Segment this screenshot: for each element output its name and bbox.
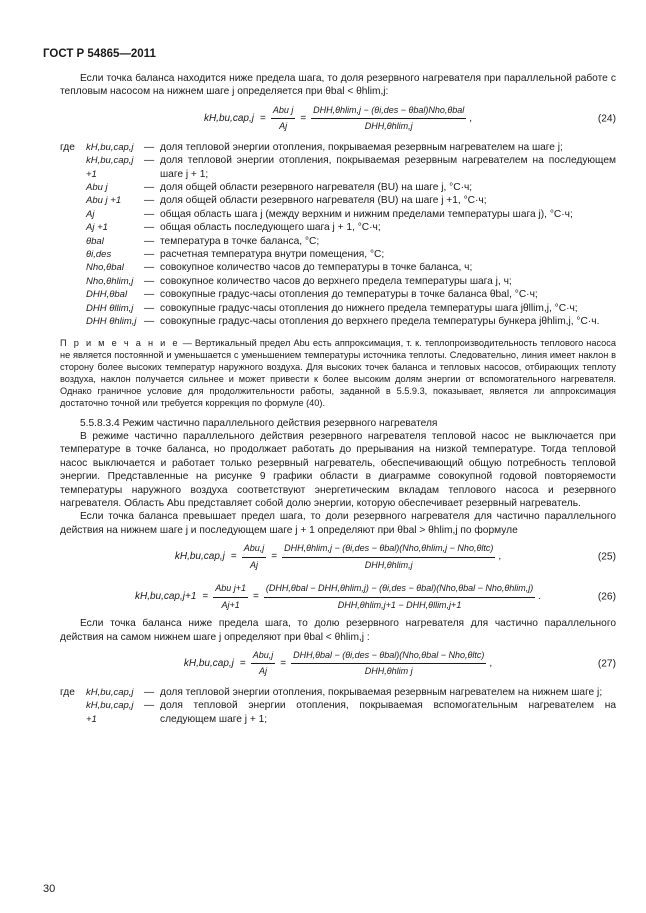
definition-symbol: Abu j +1 [86,195,122,207]
formula-25-fraction-2 [282,542,495,572]
note-text: — Вертикальный предел Abu есть аппроксимация, т. к. теплопроизводительность теплового насоса не является постоянной и уменьшается с уменьшением температуры источника теплоты. Следовательно, линия имеет наклон в сторону более высоких температур наружного воздуха. Для высоких точек баланса и тепловых насосов, отбирающих теплоту воздуха, наклон получается сильнее и может привести к более высоким долям энергии от вспомогательного нагревателя. Однако граничное условие для продолжительности работы, заданной в 5.5.9.3, показывает, является ли аппроксимация достаточно точной или требуется коррекция по формуле (40). [60,337,616,408]
formula-25-tail: , [498,551,502,563]
formula-24-fraction-1 [271,104,296,134]
formula-27-fraction-2 [291,649,486,679]
dash: — [144,289,155,301]
definition-row [60,181,616,194]
formula-27-f2-denominator: DHH,θhlim j [364,666,413,677]
dash: — [144,141,155,153]
formula-26-fraction-1 [213,582,248,612]
definition-text: температура в точке баланса, °С; [160,235,320,247]
definition-text: расчетная температура внутри помещения, °С; [160,249,385,261]
equals-sign: = [202,591,209,603]
formula-24-f2-numerator: DHH,θhlim,j − (θi,des − θbal)Nho,θbal [311,104,466,119]
definition-text: совокупные градус-часы отопления до нижнего предела температуры шага jθllim,j, °С·ч; [160,302,578,314]
dash: — [144,316,155,328]
formula-26-fraction-2 [264,582,535,612]
definition-row [60,194,616,207]
formula-24-f1-numerator: Abu j [271,104,296,119]
definition-symbol: Nho,θbal [86,262,124,274]
definition-symbol: DHH,θbal [86,289,128,301]
definition-symbol: DHH θllim,j [86,302,134,314]
formula-25-f1-denominator: Aj [250,559,259,570]
formula-27-tail: , [489,658,493,670]
definition-row [60,302,616,315]
definition-row [60,154,616,181]
gde-label: где [60,686,75,698]
equals-sign: = [239,658,246,670]
dash: — [144,275,155,287]
dash: — [144,686,155,698]
formula-25 [60,537,616,577]
formula-24-f1-denominator: Aj [279,121,288,132]
definition-text: доля тепловой энергии отопления, покрываемая резервным нагревателем на нижнем шаге j; [160,686,603,698]
definition-text: совокупное количество часов до температуры в точке баланса, ч; [160,262,473,274]
dash: — [144,262,155,274]
dash: — [144,249,155,261]
definition-text: доля тепловой энергии отопления, покрываемая вспомогательным нагревателем на следующем шаге j + 1; [160,700,616,725]
paragraph-2: Если точка баланса превышает предел шага, то доли резервного нагревателя для частично параллельного действия на нижнем шаге j и последующем шаге j + 1 определяют при θbal > θhlim,j по формуле [60,511,616,536]
formula-25-f2-denominator: DHH,θhlim,j [364,559,413,570]
formula-24-tail: , [469,113,473,125]
definition-symbol: kH,bu,cap,j [86,141,134,153]
formula-26-tail: . [538,591,542,603]
definition-symbol: Aj [86,208,95,220]
definition-text: доля тепловой энергии отопления, покрываемая резервным нагревателем на последующем шаге j + 1; [160,155,616,180]
note-paragraph [60,337,616,409]
formula-25-f2-numerator: DHH,θhlim,j − (θi,des − θbal)(Nho,θhlim,j − Nho,θltc) [282,542,495,557]
paragraph-3: Если точка баланса ниже предела шага, то долю резервного нагревателя для частично параллельного действия на самом нижнем шаге j определяют при θbal < θhlim,j : [60,618,616,643]
definition-symbol: kH,bu,cap,j [86,686,134,698]
formula-27 [60,644,616,684]
dash: — [144,155,155,167]
standard-header: ГОСТ Р 54865—2011 [43,48,156,60]
formula-26-f2-numerator: (DHH,θbal − DHH,θhlim,j) − (θi,des − θbal)(Nho,θbal − Nho,θhlim,j) [264,582,535,597]
intro-paragraph: Если точка баланса находится ниже предела шага, то доля резервного нагревателя при параллельной работе с тепловым насосом на нижнем шаге j определяется при θbal < θhlim,j: [60,73,616,98]
definition-symbol: Aj +1 [86,222,108,234]
definition-text: общая область последующего шага j + 1, °С·ч; [160,222,381,234]
formula-26-f1-denominator: Aj+1 [221,599,240,610]
definition-text: общая область шага j (между верхним и нижним пределами температуры шага j), °С·ч; [160,208,573,220]
definition-row [60,288,616,301]
definition-text: доля тепловой энергии отопления, покрываемая резервным нагревателем на шаге j; [160,141,563,153]
definition-text: совокупные градус-часы отопления до температуры в точке баланса θbal, °С·ч; [160,289,538,301]
definition-row [60,699,616,726]
definition-symbol: Abu j [86,182,108,194]
formula-24-number: (24) [597,113,616,125]
formula-25-fraction-1 [242,542,267,572]
definition-text: доля общей области резервного нагревателя (BU) на шаге j, °С·ч; [160,182,473,194]
definition-row [60,686,616,699]
definition-text: доля общей области резервного нагревателя (BU) на шаге j +1, °С·ч; [160,195,487,207]
formula-27-f1-denominator: Aj [259,666,268,677]
definition-row [60,221,616,234]
section-title: 5.5.8.3.4 Режим частично параллельного действия резервного нагревателя [80,417,438,429]
note-label: П р и м е ч а н и е [60,337,180,348]
equals-sign: = [271,551,278,563]
definition-row [60,275,616,288]
definition-symbol: θbal [86,235,104,247]
formula-26-f2-denominator: DHH,θhlim,j+1 − DHH,θllim,j+1 [337,599,462,610]
formula-25-f1-numerator: Abu,j [242,542,267,557]
document-body [60,72,616,726]
formula-27-f2-numerator: DHH,θbal − (θi,des − θbal)(Nho,θbal − Nho,θltc) [291,649,486,664]
paragraph-1: В режиме частично параллельного действия резервного нагревателя тепловой насос не выключается при температуре в точке баланса, но продолжает работать до прерывания на низкой температуре. Тогда тепловой насос выключается и работает только резервный нагреватель, обеспечивающий общую потребность тепловой энергии. Представленные на рисунке 9 графики области в диаграмме совокупной годовой повторяемости температуры наружного воздуха соответствуют энергетическим вкладам теплового насоса и резервного нагревателя. Область Abu представляет собой долю энергии, которую обеспечивает резервный нагреватель. [60,430,616,509]
definition-symbol: θi,des [86,249,112,261]
dash: — [144,182,155,194]
formula-25-lhs: kH,bu,cap,j [174,551,225,563]
formula-27-fraction-1 [251,649,276,679]
equals-sign: = [230,551,237,563]
page-number: 30 [43,883,56,895]
definition-text: совокупные градус-часы отопления до верхнего предела температуры бункера jθhlim,j, °С·ч. [160,316,600,328]
formula-24-f2-denominator: DHH,θhlim,j [364,121,413,132]
formula-27-number: (27) [597,658,616,670]
definition-row [60,235,616,248]
definition-row [60,208,616,221]
formula-26 [60,577,616,617]
definitions-list-2 [60,686,616,726]
formula-26-number: (26) [597,591,616,603]
definition-row [60,315,616,328]
dash: — [144,302,155,314]
dash: — [144,700,155,712]
formula-24 [60,99,616,139]
formula-26-f1-numerator: Abu j+1 [213,582,248,597]
equals-sign: = [253,591,259,603]
formula-24-lhs: kH,bu,cap,j [203,113,254,125]
dash: — [144,195,155,207]
gde-label: где [60,141,75,153]
equals-sign: = [259,113,266,125]
definition-symbol: Nho,θhlim,j [86,275,134,287]
equals-sign: = [300,113,307,125]
definition-symbol: kH,bu,cap,j +1 [86,155,134,180]
definition-text: совокупное количество часов до верхнего предела температуры шага j, ч; [160,275,512,287]
definitions-list-1 [60,141,616,329]
dash: — [144,222,155,234]
dash: — [144,235,155,247]
formula-25-number: (25) [597,551,616,563]
definition-row [60,248,616,261]
definition-symbol: DHH θhlim,j [86,316,137,328]
formula-24-fraction-2 [311,104,466,134]
definition-row [60,261,616,274]
definition-row [60,141,616,154]
equals-sign: = [280,658,287,670]
formula-26-lhs: kH,bu,cap,j+1 [134,591,197,603]
formula-27-lhs: kH,bu,cap,j [183,658,234,670]
formula-27-f1-numerator: Abu,j [251,649,276,664]
dash: — [144,208,155,220]
definition-symbol: kH,bu,cap,j +1 [86,700,134,725]
